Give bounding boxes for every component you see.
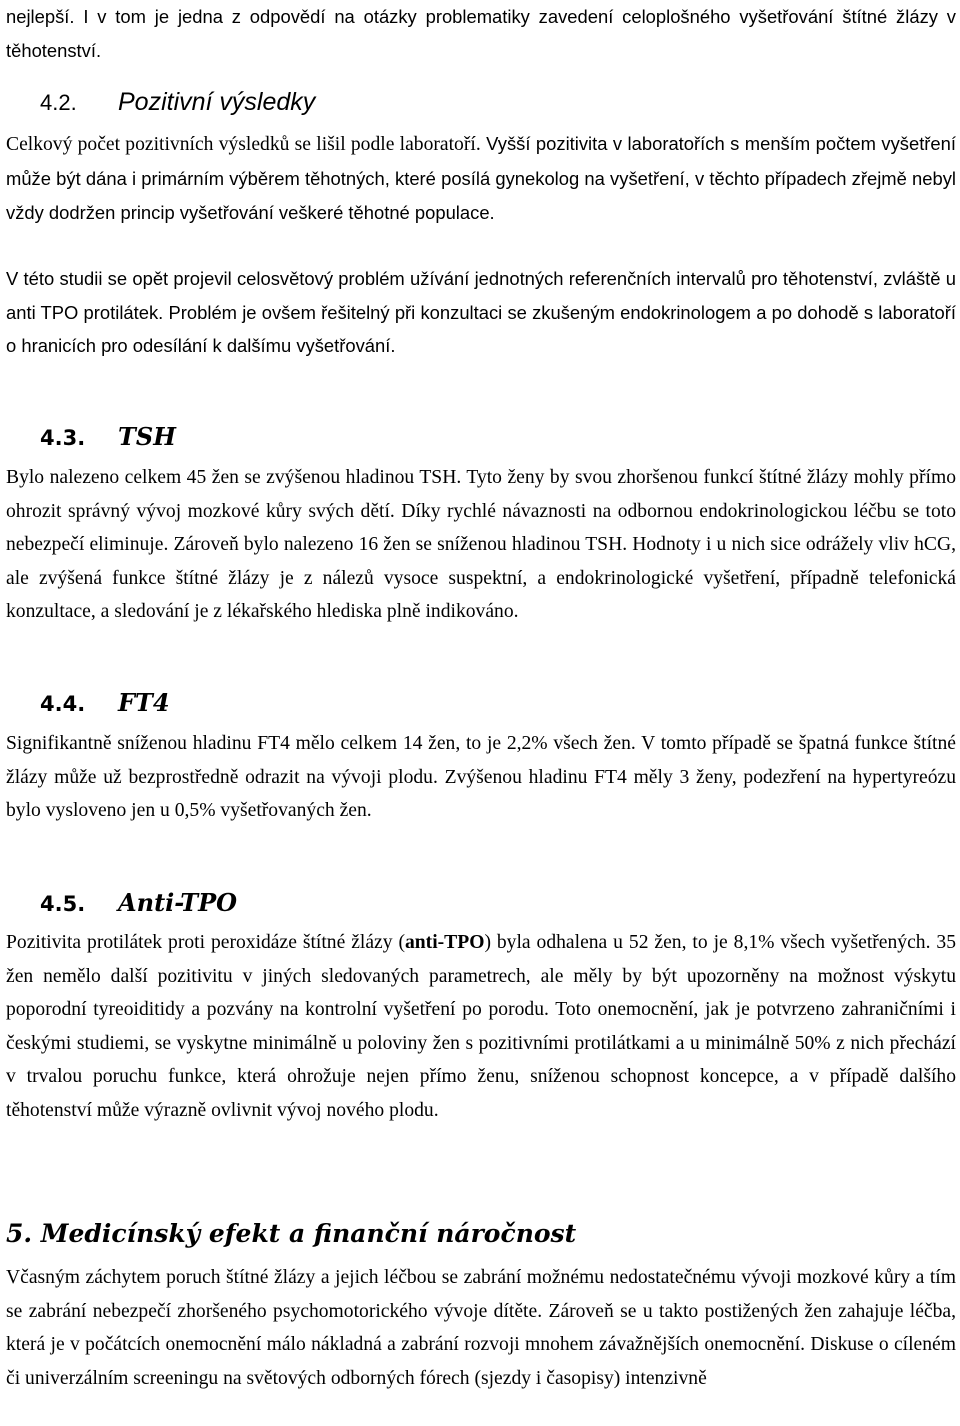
- paragraph-text: Signifikantně sníženou hladinu FT4 mělo celkem 14 žen, to je 2,2% všech žen. V tomto případě se špatná funkce štítné žlázy může už bezprostředně odrazit na vývoji plodu. Zvýšenou hladinu FT4 měly 3 ženy, podezření na hypertyreózu bylo vysloveno jen u 0,5% vyšetřovaných žen.: [6, 733, 956, 822]
- section-number: 4.4.: [40, 692, 86, 716]
- chapter-5-paragraph: [6, 1261, 956, 1395]
- intro-paragraph: [6, 0, 956, 67]
- section-4-2-heading: [6, 88, 956, 117]
- section-title: Anti-TPO: [118, 888, 238, 917]
- section-4-3-paragraph: [6, 461, 956, 629]
- paragraph-text: ) byla odhalena u 52 žen, to je 8,1% všech vyšetřených. 35 žen nemělo další pozitivitu v jiných sledovaných parametrech, ale měly by být upozorněny na možnost výskytu poporodní tyreoiditidy a pozvány na kontrolní vyšetření po porodu. Toto onemocnění, jak je potvrzeno zahraničními i českými studiemi, se vyskytne minimálně u poloviny žen s pozitivními protilátkami a u minimálně 50% z nich přechází v trvalou poruchu funkce, která ohrožuje nejen přímo ženu, sníženou schopnost koncepce, a v případě dalšího těhotenství může výrazně ovlivnit vývoj nového plodu.: [6, 932, 956, 1121]
- intro-text: nejlepší. I v tom je jedna z odpovědí na otázky problematiky zavedení celoplošného vyšetřování štítné žlázy v těhotenství.: [6, 6, 956, 61]
- section-4-5-paragraph: [6, 926, 956, 1128]
- section-title: FT4: [118, 688, 170, 717]
- paragraph-text: Včasným záchytem poruch štítné žlázy a jejich léčbou se zabrání možnému nedostatečnému vývoji mozkové kůry a tím se zabrání nebezpečí zhoršeného psychomotorického vývoje dítěte. Zároveň se u takto postižených žen zahajuje léčba, která je v počátcích onemocnění málo nákladná a zabrání rozvoji mnohem závažnějších onemocnění. Diskuse o cíleném či univerzálním screeningu na světových odborných fórech (sjezdy i časopisy) intenzivně: [6, 1267, 956, 1389]
- section-number: 4.2.: [40, 90, 77, 115]
- section-4-5-heading: [6, 888, 956, 917]
- section-4-3-heading: [6, 422, 956, 451]
- paragraph-text: Pozitivita protilátek proti peroxidáze štítné žlázy (: [6, 932, 405, 953]
- section-4-2-paragraph-1: [6, 127, 956, 231]
- section-number: 4.5.: [40, 892, 86, 916]
- section-4-4-heading: [6, 688, 956, 717]
- paragraph-text: Bylo nalezeno celkem 45 žen se zvýšenou hladinou TSH. Tyto ženy by svou zhoršenou funkcí štítné žlázy mohly přímo ohrozit správný vývoj mozkové kůry svých dětí. Díky rychlé návaznosti na odbornou endokrinologickou léčbu se toto nebezpečí eliminuje. Zároveň bylo nalezeno 16 žen se sníženou hladinou TSH. Hodnoty i u nich sice odrážely vliv hCG, ale zvýšená funkce štítné žlázy je z nálezů vysoce suspektní, a endokrinologické vyšetření, případně telefonická konzultace, a sledování je z lékařského hlediska plně indikováno.: [6, 467, 956, 623]
- section-title: TSH: [118, 422, 176, 451]
- section-4-4-paragraph: [6, 727, 956, 828]
- paragraph-text: Vyšší pozitivita v laboratořích s menším počtem vyšetření může být dána i primárním výběrem těhotných, které posílá gynekolog na vyšetření, v těchto případech zřejmě nebyl vždy dodržen princip vyšetřování veškeré těhotné populace.: [6, 133, 956, 224]
- section-title: Pozitivní výsledky: [118, 88, 316, 116]
- section-4-2-paragraph-2: [6, 262, 956, 363]
- paragraph-text: Celkový počet pozitivních výsledků se lišil podle laboratoří.: [6, 134, 481, 155]
- chapter-5-heading: [6, 1219, 956, 1248]
- chapter-title: 5. Medicínský efekt a finanční náročnost: [6, 1219, 577, 1248]
- paragraph-text: Problém je ovšem řešitelný při konzultaci se zkušeným endokrinologem a po dohodě s laboratoří o hranicích pro odesílání k dalšímu vyšetřování.: [6, 301, 957, 357]
- section-number: 4.3.: [40, 426, 86, 450]
- paragraph-text: V této studii se opět projevil celosvětový problém užívání jednotných referenčních intervalů pro těhotenství, zvláště u anti TPO protilátek.: [6, 268, 956, 323]
- paragraph-emphasis: anti-TPO: [404, 932, 485, 953]
